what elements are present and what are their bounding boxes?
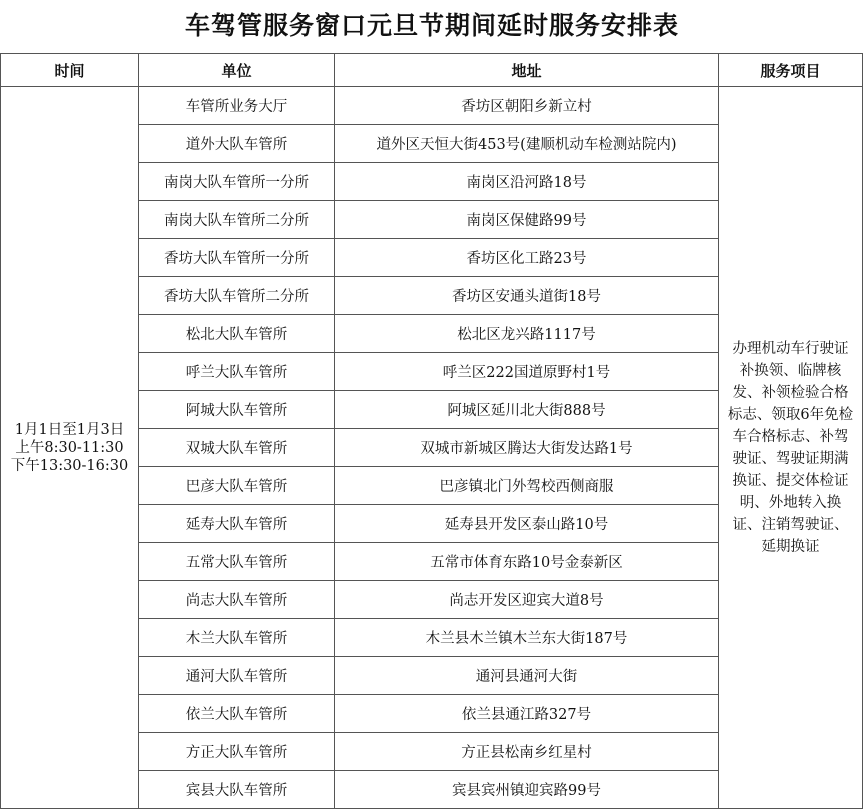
morning-hours: 上午8:30-11:30 [15,439,124,456]
address-cell: 方正县松南乡红星村 [335,733,719,771]
unit-cell: 延寿大队车管所 [139,505,335,543]
unit-cell: 车管所业务大厅 [139,87,335,125]
address-cell: 南岗区保健路99号 [335,201,719,239]
address-cell: 延寿县开发区泰山路10号 [335,505,719,543]
unit-cell: 道外大队车管所 [139,125,335,163]
table-header-row [1,54,863,87]
address-cell: 香坊区安通头道街18号 [335,277,719,315]
unit-cell: 阿城大队车管所 [139,391,335,429]
unit-cell: 松北大队车管所 [139,315,335,353]
unit-cell: 巴彦大队车管所 [139,467,335,505]
afternoon-hours: 下午13:30-16:30 [10,457,129,474]
table-body [1,87,863,809]
unit-cell: 南岗大队车管所二分所 [139,201,335,239]
unit-cell: 方正大队车管所 [139,733,335,771]
services-cell: 办理机动车行驶证补换领、临牌核发、补领检验合格标志、领取6年免检车合格标志、补驾驶证、驾驶证期满换证、提交体检证明、外地转入换证、注销驾驶证、延期换证 [719,87,863,809]
header-address: 地址 [335,54,719,87]
address-cell: 香坊区化工路23号 [335,239,719,277]
header-services: 服务项目 [719,54,863,87]
address-cell: 尚志开发区迎宾大道8号 [335,581,719,619]
document-title: 车驾管服务窗口元旦节期间延时服务安排表 [184,11,679,40]
address-cell: 呼兰区222国道原野村1号 [335,353,719,391]
address-cell: 通河县通河大街 [335,657,719,695]
address-cell: 木兰县木兰镇木兰东大街187号 [335,619,719,657]
address-cell: 松北区龙兴路1117号 [335,315,719,353]
unit-cell: 双城大队车管所 [139,429,335,467]
service-time-cell [1,87,139,809]
address-cell: 道外区天恒大街453号(建顺机动车检测站院内) [335,125,719,163]
address-cell: 巴彦镇北门外驾校西侧商服 [335,467,719,505]
address-cell: 阿城区延川北大街888号 [335,391,719,429]
unit-cell: 南岗大队车管所一分所 [139,163,335,201]
unit-cell: 香坊大队车管所一分所 [139,239,335,277]
service-dates: 1月1日至1月3日 [14,421,125,438]
address-cell: 五常市体育东路10号金泰新区 [335,543,719,581]
unit-cell: 宾县大队车管所 [139,771,335,809]
unit-cell: 依兰大队车管所 [139,695,335,733]
address-cell: 南岗区沿河路18号 [335,163,719,201]
unit-cell: 五常大队车管所 [139,543,335,581]
address-cell: 双城市新城区腾达大街发达路1号 [335,429,719,467]
unit-cell: 香坊大队车管所二分所 [139,277,335,315]
address-cell: 宾县宾州镇迎宾路99号 [335,771,719,809]
unit-cell: 通河大队车管所 [139,657,335,695]
address-cell: 香坊区朝阳乡新立村 [335,87,719,125]
unit-cell: 尚志大队车管所 [139,581,335,619]
table-row [1,87,863,125]
header-unit: 单位 [139,54,335,87]
schedule-table [0,53,863,809]
unit-cell: 木兰大队车管所 [139,619,335,657]
address-cell: 依兰县通江路327号 [335,695,719,733]
unit-cell: 呼兰大队车管所 [139,353,335,391]
header-time: 时间 [1,54,139,87]
